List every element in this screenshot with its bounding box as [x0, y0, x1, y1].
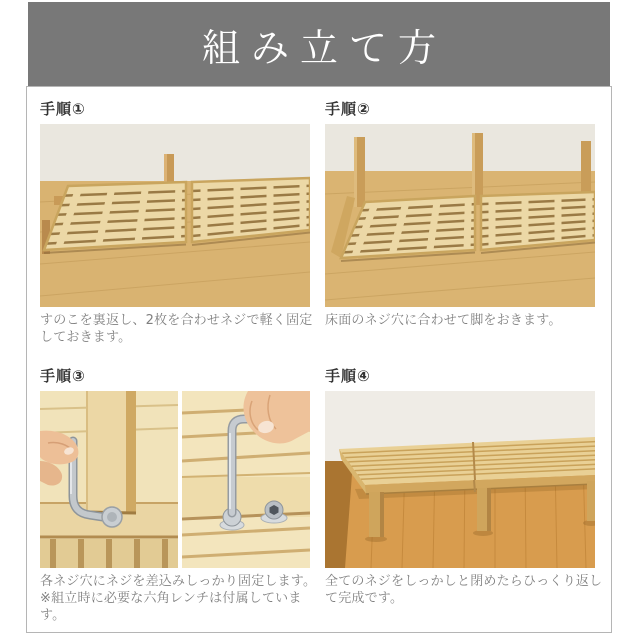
photo-legs-placed	[325, 124, 595, 307]
steps-panel	[26, 86, 612, 633]
step-3-caption: 各ネジ穴にネジを差込みしっかり固定します。	[40, 574, 317, 589]
step-4-caption: 全てのネジをしっかしと閉めたらひっくり返して完成です。	[325, 574, 603, 606]
slat-panel-left	[44, 182, 186, 253]
step-3-label: 手順③	[40, 367, 86, 385]
step-2-label: 手順②	[325, 100, 371, 118]
photo-wrench-on-leg	[40, 391, 178, 568]
step-4-photo	[325, 391, 595, 568]
bolt	[102, 507, 122, 527]
step-1-photo	[40, 124, 310, 307]
step-3-note: ※組立時に必要な六角レンチは付属しています。	[40, 591, 302, 623]
step-4-section	[325, 367, 607, 607]
step-1-section	[40, 100, 322, 346]
step-1-label: 手順①	[40, 100, 86, 118]
slat-panel-right	[481, 192, 595, 253]
step-2-caption: 床面のネジ穴に合わせて脚をおきます。	[325, 313, 562, 328]
step-1-caption: すのこを裏返し、2枚を合わせネジで軽く固定しておきます。	[40, 313, 313, 345]
slat-panel-right	[192, 178, 310, 245]
center-rail	[182, 477, 310, 517]
wall	[40, 124, 310, 181]
page-title: 組み立て方	[201, 25, 447, 70]
step-3-photo	[40, 391, 310, 568]
step-4-label: 手順④	[325, 367, 371, 385]
photo-wrench-tightening-bolt	[182, 391, 310, 568]
bottom-slats	[40, 539, 178, 568]
step-3-section	[40, 367, 322, 624]
photo-slats-upside-down	[40, 124, 310, 307]
assembly-header	[28, 2, 610, 86]
step-2-photo	[325, 124, 595, 307]
step-2-section	[325, 100, 607, 329]
photo-finished-bed	[325, 391, 595, 568]
wall	[325, 124, 595, 171]
leg-post	[86, 391, 136, 513]
